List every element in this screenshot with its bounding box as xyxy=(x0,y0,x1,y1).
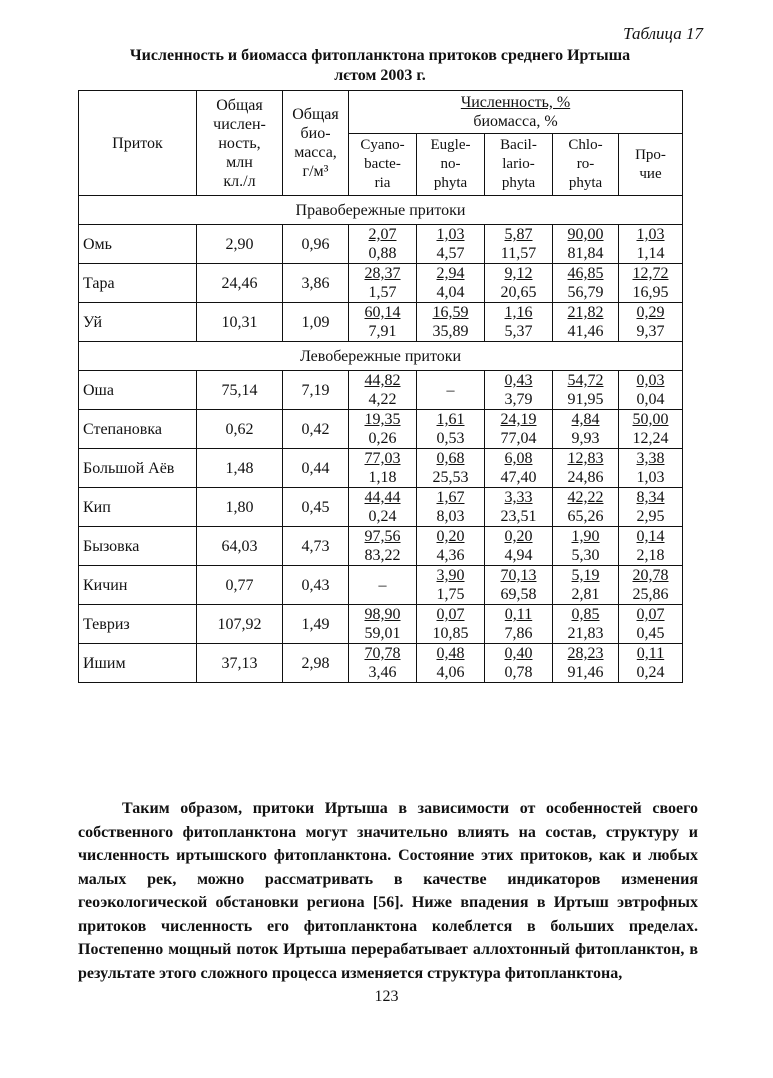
river-name: Тевриз xyxy=(79,605,197,644)
bacil-biomass-percent: 4,94 xyxy=(504,547,533,564)
eugle-biomass-percent: 35,89 xyxy=(432,323,469,340)
eugle-count-percent: 1,03 xyxy=(436,226,465,243)
eugle-count-percent: 3,90 xyxy=(436,567,465,584)
eugle-cell xyxy=(417,605,485,644)
chloro-cell xyxy=(553,527,619,566)
river-name: Большой Аёв xyxy=(79,449,197,488)
section-header-row xyxy=(79,342,683,371)
river-name: Тара xyxy=(79,264,197,303)
cyano-cell xyxy=(349,527,417,566)
cyano-biomass-percent: 0,26 xyxy=(368,430,397,447)
chloro-biomass-percent: 91,95 xyxy=(567,391,604,408)
bacil-count-percent: 6,08 xyxy=(504,450,533,467)
chloro-cell xyxy=(553,371,619,410)
eugle-cell xyxy=(417,449,485,488)
bacil-biomass-percent: 0,78 xyxy=(504,664,533,681)
other-count-percent: 1,03 xyxy=(636,226,665,243)
bacil-cell xyxy=(485,644,553,683)
other-biomass-percent: 0,45 xyxy=(636,625,665,642)
table-body xyxy=(79,196,683,683)
chloro-count-percent: 42,22 xyxy=(567,489,604,506)
bacil-cell xyxy=(485,303,553,342)
bacil-cell xyxy=(485,410,553,449)
other-biomass-percent: 25,86 xyxy=(632,586,669,603)
table-row xyxy=(79,371,683,410)
table-row xyxy=(79,488,683,527)
header-group: Численность, % биомасса, % xyxy=(349,91,683,134)
bacil-count-percent: 5,87 xyxy=(504,226,533,243)
bacil-biomass-percent: 69,58 xyxy=(500,586,537,603)
section-header-row xyxy=(79,196,683,225)
bacil-count-percent: 70,13 xyxy=(500,567,537,584)
river-name: Кичин xyxy=(79,566,197,605)
other-biomass-percent: 1,14 xyxy=(636,245,665,262)
bacil-count-percent: 0,43 xyxy=(504,372,533,389)
cyano-count-percent: 97,56 xyxy=(364,528,401,545)
other-count-percent: 50,00 xyxy=(632,411,669,428)
chloro-biomass-percent: 41,46 xyxy=(567,323,604,340)
table-row xyxy=(79,264,683,303)
cyano-biomass-percent: 7,91 xyxy=(368,323,397,340)
other-cell xyxy=(619,410,683,449)
eugle-cell xyxy=(417,644,485,683)
table-row xyxy=(79,449,683,488)
eugle-cell xyxy=(417,410,485,449)
chloro-cell xyxy=(553,566,619,605)
bacil-count-percent: 24,19 xyxy=(500,411,537,428)
page-number: 123 xyxy=(374,988,399,1005)
total-biomass-cell: 0,44 xyxy=(283,449,349,488)
chloro-biomass-percent: 65,26 xyxy=(567,508,604,525)
cyano-count-percent: 2,07 xyxy=(368,226,397,243)
other-cell xyxy=(619,225,683,264)
other-count-percent: 0,07 xyxy=(636,606,665,623)
table-label: Таблица 17 xyxy=(623,24,703,43)
eugle-cell xyxy=(417,488,485,527)
bacil-count-percent: 3,33 xyxy=(504,489,533,506)
river-name: Ишим xyxy=(79,644,197,683)
other-cell xyxy=(619,488,683,527)
bacil-biomass-percent: 20,65 xyxy=(500,284,537,301)
chloro-cell xyxy=(553,605,619,644)
cyano-count-percent: 98,90 xyxy=(364,606,401,623)
other-cell xyxy=(619,303,683,342)
bacil-cell xyxy=(485,566,553,605)
other-cell xyxy=(619,605,683,644)
other-count-percent: 0,14 xyxy=(636,528,665,545)
other-count-percent: 3,38 xyxy=(636,450,665,467)
other-cell xyxy=(619,264,683,303)
table-row xyxy=(79,225,683,264)
river-name: Уй xyxy=(79,303,197,342)
cyano-cell xyxy=(349,371,417,410)
eugle-count-percent: 0,68 xyxy=(436,450,465,467)
cyano-biomass-percent: 1,18 xyxy=(368,469,397,486)
eugle-cell xyxy=(417,527,485,566)
river-name: Оша xyxy=(79,371,197,410)
cyano-cell xyxy=(349,605,417,644)
eugle-biomass-percent: 4,04 xyxy=(436,284,465,301)
other-biomass-percent: 2,95 xyxy=(636,508,665,525)
eugle-count-percent: 0,48 xyxy=(436,645,465,662)
chloro-count-percent: 12,83 xyxy=(567,450,604,467)
chloro-count-percent: 1,90 xyxy=(571,528,600,545)
bacil-biomass-percent: 23,51 xyxy=(500,508,537,525)
bacil-biomass-percent: 11,57 xyxy=(500,245,537,262)
bacil-count-percent: 0,40 xyxy=(504,645,533,662)
eugle-cell xyxy=(417,264,485,303)
total-count-cell: 64,03 xyxy=(197,527,283,566)
eugle-biomass-percent: 0,53 xyxy=(436,430,465,447)
other-biomass-percent: 0,24 xyxy=(636,664,665,681)
chloro-cell xyxy=(553,225,619,264)
chloro-cell xyxy=(553,264,619,303)
header-bacillariophyta: Bacil- lario- phyta xyxy=(485,134,553,196)
other-biomass-percent: 12,24 xyxy=(632,430,669,447)
header-euglenophyta: Eugle- no- phyta xyxy=(417,134,485,196)
chloro-biomass-percent: 9,93 xyxy=(571,430,600,447)
total-count-cell: 75,14 xyxy=(197,371,283,410)
eugle-biomass-percent: 1,75 xyxy=(436,586,465,603)
chloro-count-percent: 0,85 xyxy=(571,606,600,623)
total-count-cell: 2,90 xyxy=(197,225,283,264)
bacil-count-percent: 0,11 xyxy=(504,606,533,623)
river-name: Кип xyxy=(79,488,197,527)
table-row xyxy=(79,410,683,449)
header-total-biomass: Общая био- масса, г/м³ xyxy=(283,91,349,196)
chloro-biomass-percent: 24,86 xyxy=(567,469,604,486)
river-name: Степановка xyxy=(79,410,197,449)
bacil-biomass-percent: 7,86 xyxy=(504,625,533,642)
other-cell xyxy=(619,449,683,488)
cyano-cell xyxy=(349,488,417,527)
cyano-biomass-percent: 0,24 xyxy=(368,508,397,525)
total-biomass-cell: 1,49 xyxy=(283,605,349,644)
eugle-count-percent: 1,67 xyxy=(436,489,465,506)
bacil-cell xyxy=(485,605,553,644)
total-biomass-cell: 2,98 xyxy=(283,644,349,683)
cyano-biomass-percent: 0,88 xyxy=(368,245,397,262)
other-count-percent: 8,34 xyxy=(636,489,665,506)
total-count-cell: 0,62 xyxy=(197,410,283,449)
total-biomass-cell: 4,73 xyxy=(283,527,349,566)
total-count-cell: 107,92 xyxy=(197,605,283,644)
other-count-percent: 20,78 xyxy=(632,567,669,584)
bacil-biomass-percent: 3,79 xyxy=(504,391,533,408)
eugle-count-percent: 1,61 xyxy=(436,411,465,428)
eugle-biomass-percent: 25,53 xyxy=(432,469,469,486)
river-name: Бызовка xyxy=(79,527,197,566)
bacil-cell xyxy=(485,371,553,410)
cyano-biomass-percent: 59,01 xyxy=(364,625,401,642)
eugle-cell xyxy=(417,566,485,605)
total-count-cell: 24,46 xyxy=(197,264,283,303)
cyano-cell xyxy=(349,410,417,449)
cyano-count-percent: 28,37 xyxy=(364,265,401,282)
eugle-biomass-percent: 4,36 xyxy=(436,547,465,564)
cyano-count-percent: 77,03 xyxy=(364,450,401,467)
phytoplankton-table xyxy=(78,90,683,683)
bacil-count-percent: 9,12 xyxy=(504,265,533,282)
table-row xyxy=(79,605,683,644)
header-other: Про- чие xyxy=(619,134,683,196)
chloro-count-percent: 46,85 xyxy=(567,265,604,282)
river-name: Омь xyxy=(79,225,197,264)
total-biomass-cell: 0,45 xyxy=(283,488,349,527)
chloro-count-percent: 54,72 xyxy=(567,372,604,389)
chloro-count-percent: 21,82 xyxy=(567,304,604,321)
total-count-cell: 0,77 xyxy=(197,566,283,605)
cyano-cell xyxy=(349,303,417,342)
other-count-percent: 0,29 xyxy=(636,304,665,321)
total-biomass-cell: 0,43 xyxy=(283,566,349,605)
bacil-biomass-percent: 77,04 xyxy=(500,430,537,447)
cyano-cell xyxy=(349,225,417,264)
table-title-line-2: лєтом 2003 г. xyxy=(334,67,426,84)
eugle-cell xyxy=(417,371,485,410)
bacil-count-percent: 1,16 xyxy=(504,304,533,321)
bacil-cell xyxy=(485,488,553,527)
chloro-biomass-percent: 81,84 xyxy=(567,245,604,262)
chloro-cell xyxy=(553,303,619,342)
cyano-biomass-percent: 3,46 xyxy=(368,664,397,681)
chloro-cell xyxy=(553,488,619,527)
other-cell xyxy=(619,527,683,566)
cyano-cell xyxy=(349,566,417,605)
cyano-absent: – xyxy=(378,576,387,594)
eugle-biomass-percent: 8,03 xyxy=(436,508,465,525)
cyano-biomass-percent: 83,22 xyxy=(364,547,401,564)
other-biomass-percent: 9,37 xyxy=(636,323,665,340)
cyano-biomass-percent: 4,22 xyxy=(368,391,397,408)
cyano-count-percent: 19,35 xyxy=(364,411,401,428)
cyano-count-percent: 44,82 xyxy=(364,372,401,389)
eugle-cell xyxy=(417,303,485,342)
body-paragraph: Таким образом, притоки Иртыша в зависимости от особенностей своего собственного фитопланктона могут значительно влиять на состав, структуру и численность иртышского фитопланктона. Состояние этих притоков, как и любых малых рек, можно рассматривать в качестве индикаторов изменения геоэкологической обстановки региона [56]. Ниже впадения в Иртыш эвтрофных притоков численность его фитопланктона колеблется в больших пределах. Постепенно мощный поток Иртыша перерабатывает аллохтонный фитопланктон, в результате этого сложного процесса изменяется структура фитопланктона, xyxy=(78,800,698,982)
other-cell xyxy=(619,566,683,605)
eugle-cell xyxy=(417,225,485,264)
section-title: Левобережные притоки xyxy=(79,342,683,371)
bacil-biomass-percent: 47,40 xyxy=(500,469,537,486)
table-title xyxy=(80,46,680,86)
eugle-count-percent: 2,94 xyxy=(436,265,465,282)
header-total-count: Общая числен- ность, млн кл./л xyxy=(197,91,283,196)
other-count-percent: 0,11 xyxy=(636,645,665,662)
total-count-cell: 1,80 xyxy=(197,488,283,527)
eugle-count-percent: 0,07 xyxy=(436,606,465,623)
chloro-count-percent: 5,19 xyxy=(571,567,600,584)
eugle-biomass-percent: 4,57 xyxy=(436,245,465,262)
table-row xyxy=(79,527,683,566)
chloro-count-percent: 28,23 xyxy=(567,645,604,662)
chloro-cell xyxy=(553,410,619,449)
other-biomass-percent: 2,18 xyxy=(636,547,665,564)
chloro-biomass-percent: 91,46 xyxy=(567,664,604,681)
other-biomass-percent: 16,95 xyxy=(632,284,669,301)
table-title-line-1: Численность и биомасса фитопланктона притоков среднего Иртыша xyxy=(129,47,631,64)
total-count-cell: 1,48 xyxy=(197,449,283,488)
eugle-count-percent: 16,59 xyxy=(432,304,469,321)
cyano-count-percent: 70,78 xyxy=(364,645,401,662)
chloro-biomass-percent: 5,30 xyxy=(571,547,600,564)
total-biomass-cell: 3,86 xyxy=(283,264,349,303)
cyano-cell xyxy=(349,644,417,683)
cyano-biomass-percent: 1,57 xyxy=(368,284,397,301)
eugle-biomass-percent: 10,85 xyxy=(432,625,469,642)
bacil-biomass-percent: 5,37 xyxy=(504,323,533,340)
chloro-biomass-percent: 21,83 xyxy=(567,625,604,642)
header-cyanobacteria: Cyano- bacte- ria xyxy=(349,134,417,196)
bacil-cell xyxy=(485,527,553,566)
other-cell xyxy=(619,644,683,683)
total-count-cell: 37,13 xyxy=(197,644,283,683)
bacil-count-percent: 0,20 xyxy=(504,528,533,545)
total-biomass-cell: 7,19 xyxy=(283,371,349,410)
chloro-biomass-percent: 2,81 xyxy=(571,586,600,603)
total-biomass-cell: 0,42 xyxy=(283,410,349,449)
total-biomass-cell: 1,09 xyxy=(283,303,349,342)
chloro-cell xyxy=(553,449,619,488)
eugle-count-percent: 0,20 xyxy=(436,528,465,545)
table-row xyxy=(79,303,683,342)
cyano-cell xyxy=(349,264,417,303)
total-biomass-cell: 0,96 xyxy=(283,225,349,264)
cyano-cell xyxy=(349,449,417,488)
bacil-cell xyxy=(485,449,553,488)
eugle-absent: – xyxy=(446,381,455,399)
eugle-biomass-percent: 4,06 xyxy=(436,664,465,681)
table-row xyxy=(79,644,683,683)
other-count-percent: 0,03 xyxy=(636,372,665,389)
table-row xyxy=(79,566,683,605)
chloro-count-percent: 90,00 xyxy=(567,226,604,243)
header-river: Приток xyxy=(79,91,197,196)
section-title: Правобережные притоки xyxy=(79,196,683,225)
other-count-percent: 12,72 xyxy=(632,265,669,282)
other-cell xyxy=(619,371,683,410)
bacil-cell xyxy=(485,264,553,303)
chloro-biomass-percent: 56,79 xyxy=(567,284,604,301)
other-biomass-percent: 1,03 xyxy=(636,469,665,486)
chloro-cell xyxy=(553,644,619,683)
other-biomass-percent: 0,04 xyxy=(636,391,665,408)
chloro-count-percent: 4,84 xyxy=(571,411,600,428)
header-chlorophyta: Chlo- ro- phyta xyxy=(553,134,619,196)
total-count-cell: 10,31 xyxy=(197,303,283,342)
cyano-count-percent: 44,44 xyxy=(364,489,401,506)
bacil-cell xyxy=(485,225,553,264)
cyano-count-percent: 60,14 xyxy=(364,304,401,321)
